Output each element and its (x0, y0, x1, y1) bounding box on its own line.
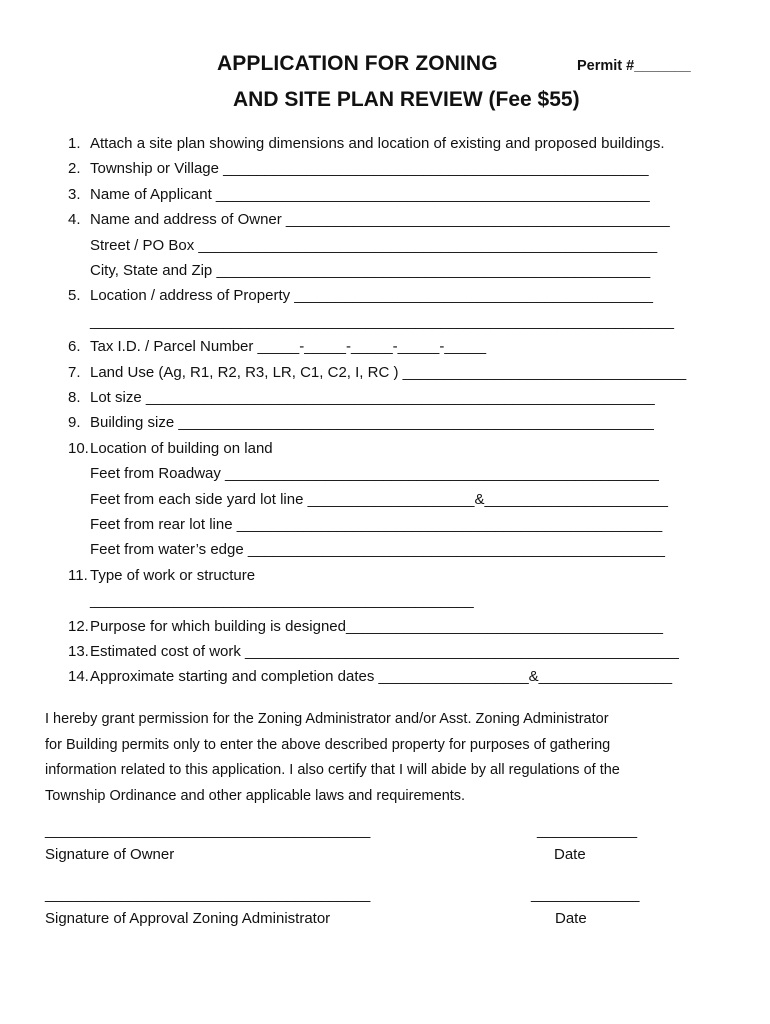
owner-date-label: Date (554, 846, 586, 863)
form-item-text[interactable]: Land Use (Ag, R1, R2, R3, LR, C1, C2, I, RC ) __________________________________ (90, 363, 687, 381)
form-item-text[interactable]: Purpose for which building is designed______________________________________ (90, 617, 663, 635)
form-item-number: 13. (68, 643, 89, 660)
form-item-text[interactable]: ______________________________________________________________________ (90, 312, 674, 330)
form-item-number: 9. (68, 414, 81, 432)
statement-line: information related to this application. I also certify that I will abide by all regulations of the (45, 761, 620, 778)
form-item-number: 2. (68, 160, 81, 178)
permission-statement (45, 706, 745, 808)
owner-signature-label: Signature of Owner (45, 846, 175, 863)
form-item-number: 6. (68, 338, 81, 356)
form-item-text[interactable]: Attach a site plan showing dimensions and location of existing and proposed buildings. (90, 135, 665, 152)
form-item-text[interactable]: Feet from rear lot line ___________________________________________________ (90, 516, 663, 533)
form-item-text[interactable]: City, State and Zip ____________________________________________________ (90, 262, 651, 279)
form-item-text[interactable]: Type of work or structure (90, 566, 256, 584)
form-item-text[interactable]: Street / PO Box _______________________________________________________ (90, 236, 658, 254)
form-item-text[interactable]: Approximate starting and completion dates __________________&________________ (90, 668, 673, 686)
approval-date-label: Date (555, 910, 587, 927)
statement-line: Township Ordinance and other applicable laws and requirements. (45, 786, 466, 804)
form-item-text[interactable]: Building size _________________________________________________________ (90, 414, 654, 432)
form-item-text[interactable]: Name and address of Owner ______________________________________________ (90, 211, 670, 229)
form-item-text[interactable]: Feet from each side yard lot line ____________________&______________________ (90, 490, 668, 508)
form-item-number: 10. (68, 439, 89, 457)
form-item-text[interactable]: Location / address of Property ___________________________________________ (90, 287, 653, 305)
form-item-text[interactable]: Feet from Roadway ____________________________________________________ (90, 465, 659, 483)
form-item-number: 5. (68, 287, 81, 305)
approval-date-line[interactable]: _____________ (531, 886, 640, 903)
approval-signature-line[interactable]: _______________________________________ (45, 886, 371, 903)
form-item-number: 11. (68, 566, 88, 584)
approval-signature-label: Signature of Approval Zoning Administrator (45, 910, 331, 927)
form-item-text[interactable]: Township or Village ___________________________________________________ (90, 160, 649, 178)
form-item-number: 1. (68, 135, 81, 152)
form-item-number: 14. (68, 668, 89, 686)
form-item-text[interactable]: Lot size _____________________________________________________________ (90, 389, 655, 406)
form-item-number: 3. (68, 185, 81, 203)
owner-signature-line[interactable]: _______________________________________ (45, 822, 371, 839)
form-item-text[interactable]: Feet from water’s edge __________________________________________________ (90, 541, 665, 559)
owner-date-line[interactable]: ____________ (537, 822, 638, 839)
form-title-line-2: AND SITE PLAN REVIEW (Fee $55) (233, 88, 580, 111)
statement-line: for Building permits only to enter the above described property for purposes of gathering (45, 735, 611, 753)
form-item-text[interactable]: Name of Applicant ____________________________________________________ (90, 185, 650, 203)
permit-number-field[interactable]: Permit #_______ (577, 58, 691, 74)
form-item-number: 4. (68, 211, 81, 229)
form-item-text[interactable]: Estimated cost of work ____________________________________________________ (90, 643, 679, 660)
form-item-text[interactable]: ______________________________________________ (90, 592, 474, 610)
form-item-text[interactable]: Tax I.D. / Parcel Number _____-_____-_____-_____-_____ (90, 338, 487, 356)
form-title-line-1: APPLICATION FOR ZONING (217, 52, 498, 75)
form-item-number: 8. (68, 389, 81, 406)
form-item-text[interactable]: Location of building on land (90, 439, 273, 457)
form-item-number: 7. (68, 363, 81, 381)
form-item-number: 12. (68, 617, 89, 635)
statement-line: I hereby grant permission for the Zoning Administrator and/or Asst. Zoning Administrator (45, 710, 609, 727)
